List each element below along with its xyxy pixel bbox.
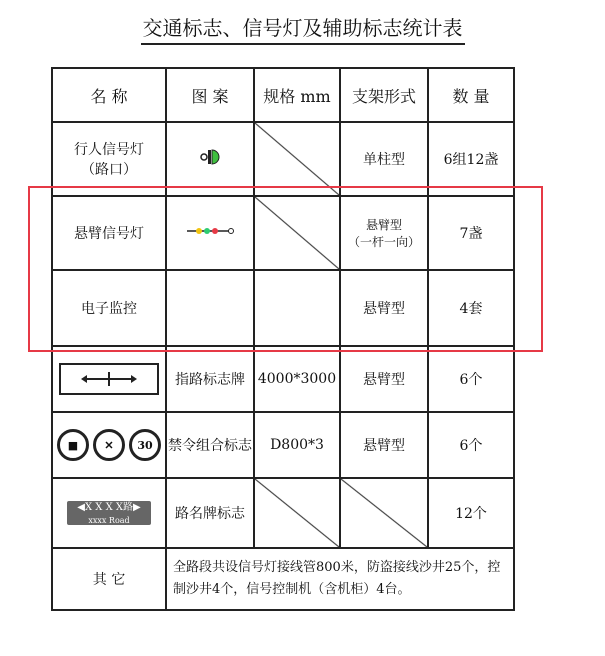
- row-mount: [340, 478, 428, 548]
- row-mount: 悬臂型: [340, 270, 428, 346]
- row-qty: 7盏: [428, 196, 514, 270]
- row-name: 指路标志牌: [166, 346, 254, 412]
- row-qty: 6组12盏: [428, 122, 514, 196]
- no-vehicle-icon: ■: [57, 429, 89, 461]
- header-name: 名 称: [52, 68, 166, 122]
- row-name: 行人信号灯 （路口）: [52, 122, 166, 196]
- header-pattern: 图 案: [166, 68, 254, 122]
- statistics-table: [51, 67, 515, 611]
- row-qty: 6个: [428, 346, 514, 412]
- row-pattern: [166, 270, 254, 346]
- row-mount: 单柱型: [340, 122, 428, 196]
- row-mount: 悬臂型: [340, 346, 428, 412]
- cantilever-signal-icon: [166, 196, 254, 270]
- row-name: 禁令组合标志: [166, 412, 254, 478]
- road-name-sign-icon: ◀X X X X路▶ xxxx Road: [52, 478, 166, 548]
- row-qty: 6个: [428, 412, 514, 478]
- row-spec: D800*3: [254, 412, 340, 478]
- row-spec: [254, 478, 340, 548]
- guide-sign-icon: [52, 346, 166, 412]
- prohibition-signs-icon: [52, 412, 166, 478]
- row-mount: 悬臂型: [340, 412, 428, 478]
- header-mount: 支架形式: [340, 68, 428, 122]
- header-spec: 规格 mm: [254, 68, 340, 122]
- page-title: 交通标志、信号灯及辅助标志统计表: [0, 12, 605, 41]
- header-qty: 数 量: [428, 68, 514, 122]
- row-spec: [254, 270, 340, 346]
- row-qty: 12个: [428, 478, 514, 548]
- row-spec: [254, 196, 340, 270]
- row-qty: 4套: [428, 270, 514, 346]
- other-label: 其 它: [52, 548, 166, 610]
- speed-limit-icon: 30: [129, 429, 161, 461]
- row-mount: 悬臂型 （一杆一向）: [340, 196, 428, 270]
- row-spec: [254, 122, 340, 196]
- pedestrian-signal-icon: [166, 122, 254, 196]
- no-entry-icon: ✕: [93, 429, 125, 461]
- row-name: 路名牌标志: [166, 478, 254, 548]
- row-name: 电子监控: [52, 270, 166, 346]
- other-text: 全路段共设信号灯接线管800米，防盗接线沙井25个，控制沙井4个，信号控制机（含机柜）4台。: [166, 548, 514, 610]
- row-name: 悬臂信号灯: [52, 196, 166, 270]
- row-spec: 4000*3000: [254, 346, 340, 412]
